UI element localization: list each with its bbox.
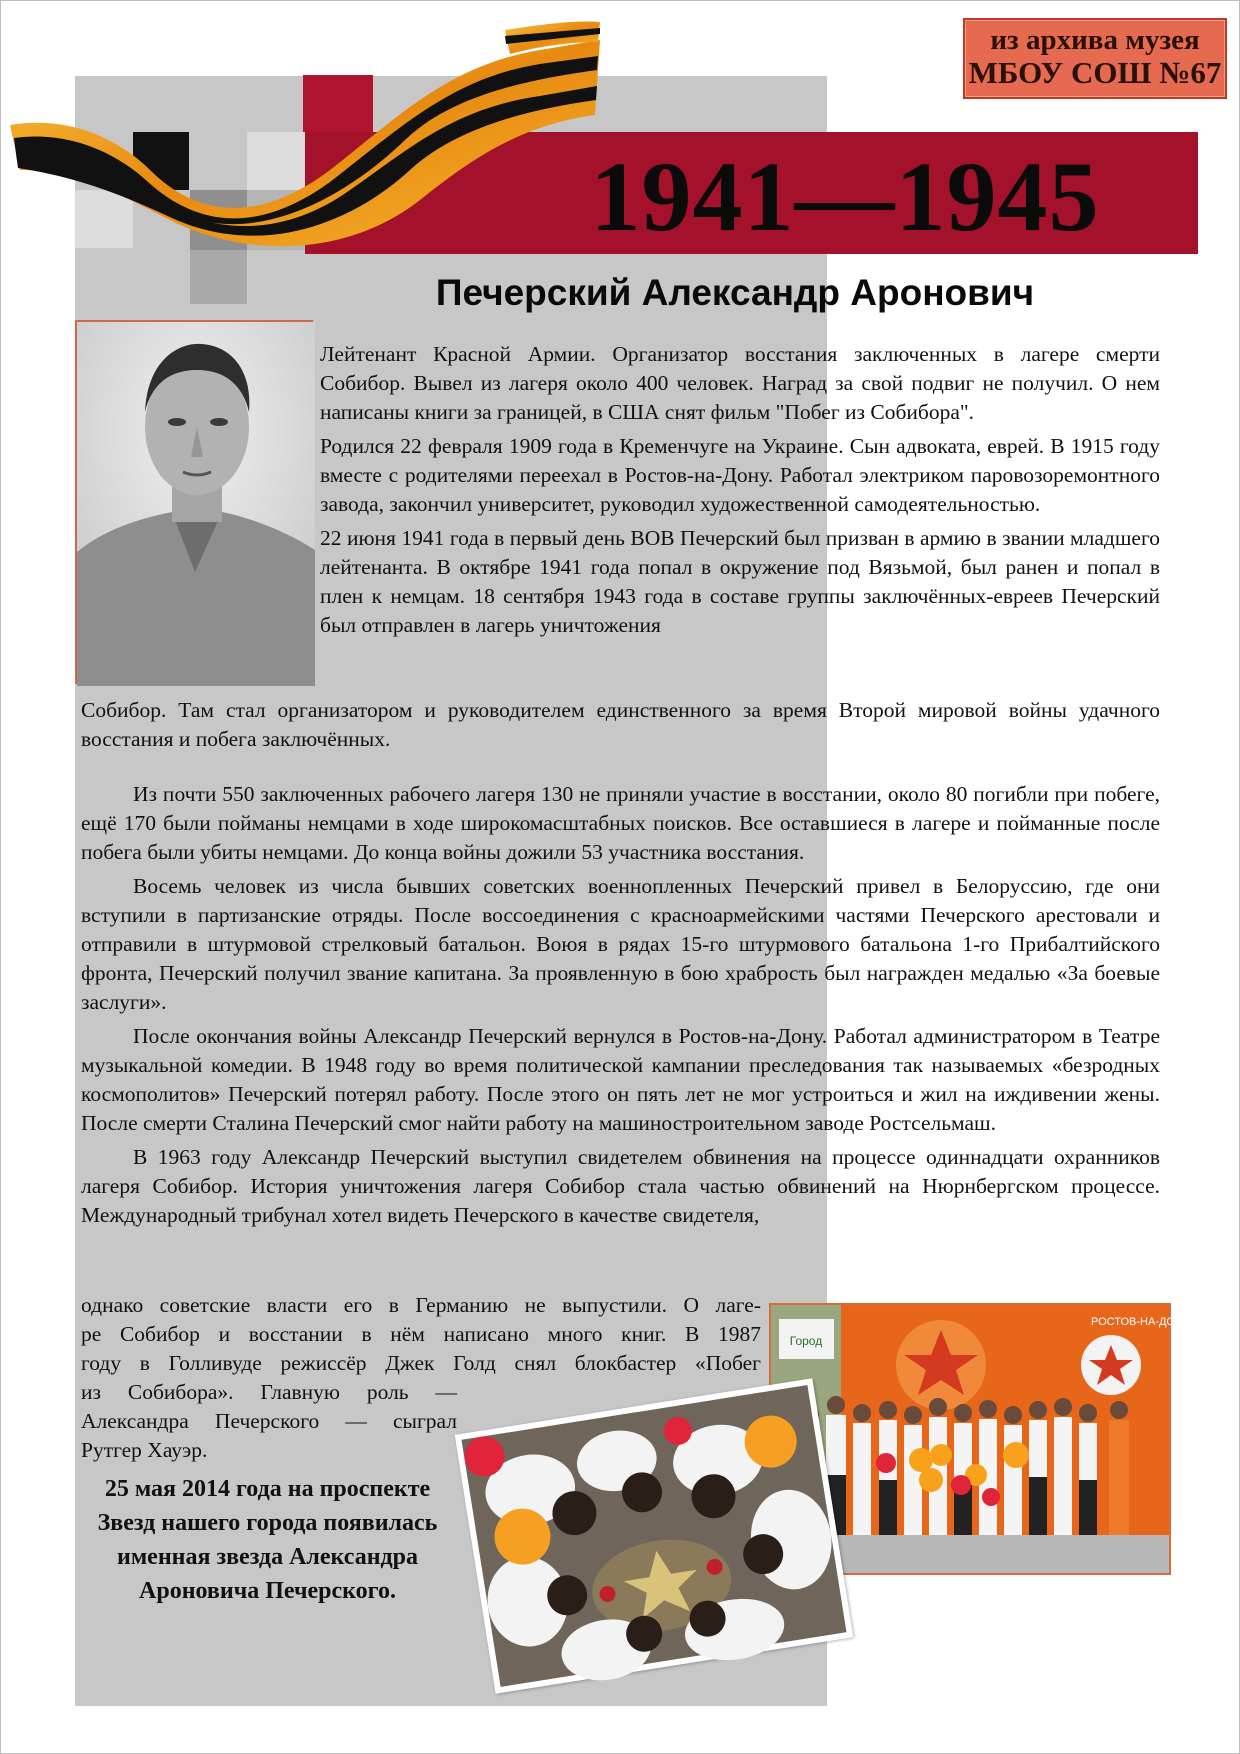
intro-paragraph: Родился 22 февраля 1909 года в Кременчуге на Украине. Сын адвоката, еврей. В 1915 году вместе с родителями переехал в Ростов-на-Дону. Работал электриком паровозоремонтного завода, закончил университет, руководил художественной самодеятельностью. (320, 434, 1160, 516)
intro-paragraph: 22 июня 1941 года в первый день ВОВ Печерский был призван в армию в звании младшего лейтенанта. В октябре 1941 года попал в окружение под Вязьмой, был ранен и попал в плен к немцам. 18 сентября 1943 года в составе группы заключённых-евреев Печерский был отправлен в лагерь уничтожения (320, 526, 1160, 637)
intro-paragraph: Собибор. Там стал организатором и руководителем единственного за время Второй мировой войны удачного восстания и побега заключённых. (81, 698, 1160, 751)
person-name-heading: Печерский Александр Аронович (435, 272, 1035, 313)
main-paragraph: В 1963 году Александр Печерский выступил свидетелем обвинения на процессе одиннадцати охранников лагеря Собибор. История уничтожения лагеря Собибор стала частью обвинений на Нюрнбергском процессе. Международный трибунал хотел видеть Печерского в качестве свидетеля, (81, 1145, 1160, 1227)
star-photo-frame (455, 1378, 854, 1693)
main-paragraph: Восемь человек из числа бывших советских военнопленных Печерский привел в Белоруссию, где они вступили в партизанские отряды. После воссоединения с красноармейскими частями Печерского арестовали и отправили в штурмовой стрелковый батальон. Воюя в рядах 15-го штурмового батальона 1-го Прибалтийского фронта, Печерский получил звание капитана. За проявленную в бою храбрость был награжден медалью «За боевые заслуги». (81, 874, 1160, 1014)
wrap-line: однако советские власти его в Германию не выпустили. О лаге- (81, 1293, 761, 1317)
wrap-text (81, 1291, 761, 1378)
short-line: Рутгер Хауэр. (81, 1438, 208, 1462)
banner-text: РОСТОВ-НА-ДОНУ (1091, 1316, 1190, 1328)
wrap-line: году в Голливуде режиссёр Джек Голд снял блокбастер «Побег (81, 1351, 761, 1375)
badge-line-2: МБОУ СОШ №67 (968, 55, 1222, 90)
short-line: Александра Печерского — сыграл (81, 1409, 457, 1433)
st-george-ribbon-icon (0, 20, 610, 260)
short-line: из Собибора». Главную роль — (81, 1380, 457, 1404)
portrait-photo (75, 320, 313, 684)
short-text (81, 1378, 457, 1465)
main-paragraph: Из почти 550 заключенных рабочего лагеря 130 не приняли участие в восстании, около 80 погибли при побеге, ещё 170 были пойманы немцами в ходе широкомасштабных поисков. Все оставшиеся в лагере и пойманные после побега были убиты немцами. До конца войны дожили 53 участника восстания. (81, 782, 1160, 864)
shop-sign: Город (789, 1334, 823, 1348)
main-paragraph: После окончания войны Александр Печерский вернулся в Ростов-на-Дону. Работал администратором в Театре музыкальной комедии. В 1948 году во время политической кампании преследования так называемых «безродных космополитов» Печерский потерял работу. После этого он пять лет не мог устроиться и жил на иждивении жены. После смерти Сталина Печерский смог найти работу на машиностроительном заводе Ростсельмаш. (81, 1024, 1160, 1135)
archive-badge (963, 18, 1227, 99)
star-photo (462, 1385, 847, 1687)
years-title: 1941—1945 (590, 141, 1100, 252)
intro-paragraph: Лейтенант Красной Армии. Организатор восстания заключенных в лагере смерти Собибор. Вывел из лагеря около 400 человек. Наград за свой подвиг не получил. О нем написаны книги за границей, в США снят фильм "Побег из Собибора". (320, 342, 1160, 424)
main-text (81, 780, 1160, 1230)
intro-text (320, 340, 1160, 640)
wrap-line: ре Собибор и восстании в нём написано много книг. В 1987 (81, 1322, 761, 1346)
intro-continuation (81, 696, 1160, 759)
star-caption: 25 мая 2014 года на проспекте Звезд нашего города появилась именная звезда Александра Ароновича Печерского. (97, 1476, 438, 1604)
badge-line-1: из архива музея (990, 24, 1200, 56)
